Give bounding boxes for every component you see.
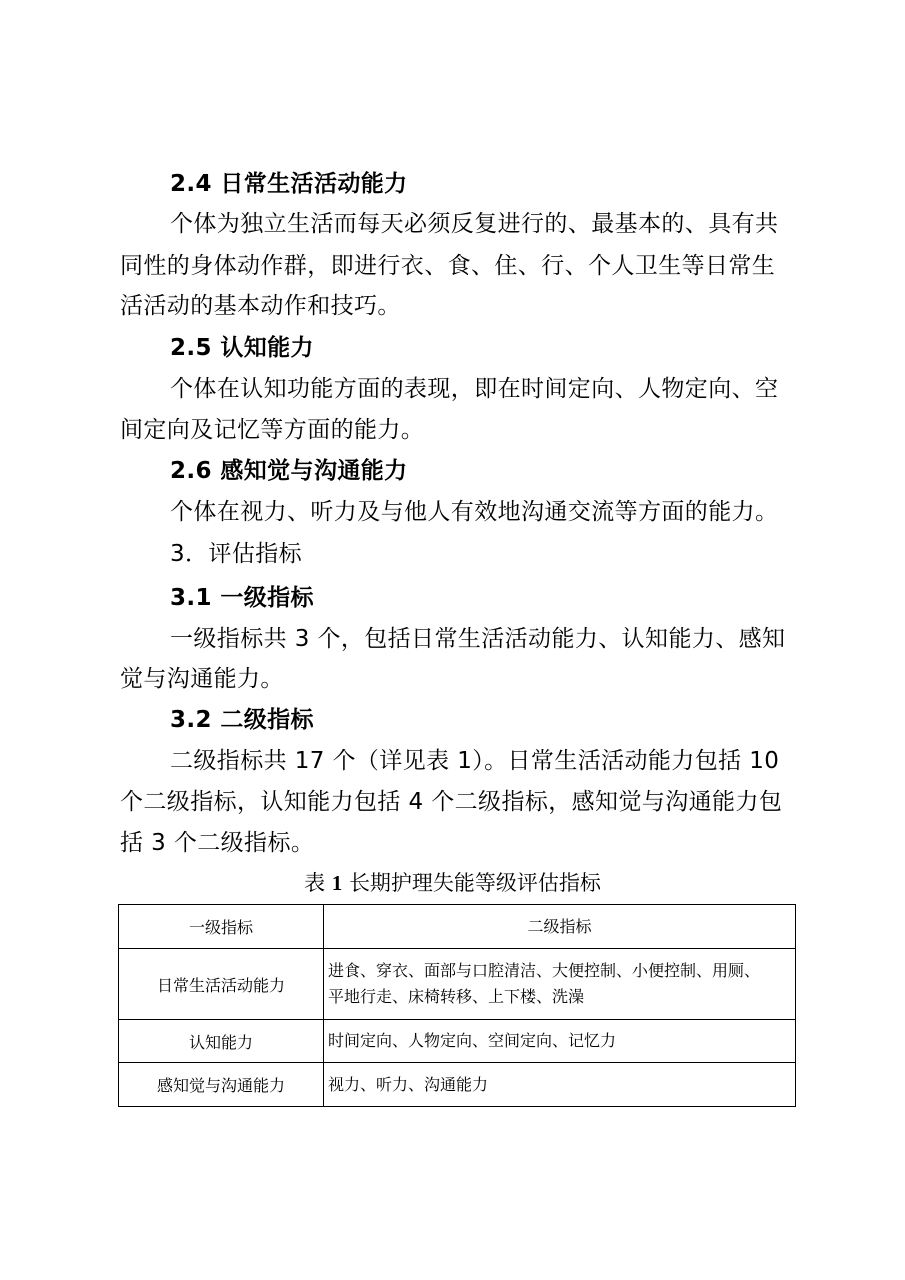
- level1-cell: 认知能力: [119, 1020, 324, 1063]
- level2-line: 平地行走、床椅转移、上下楼、洗澡: [328, 987, 585, 1006]
- table-row: [119, 949, 796, 1020]
- assessment-index-table: [118, 904, 796, 1107]
- paragraph-line: 个体在视力、听力及与他人有效地沟通交流等方面的能力。: [170, 499, 779, 525]
- level1-cell: 日常生活活动能力: [119, 949, 324, 1020]
- caption-prefix: 表: [304, 871, 326, 895]
- section-heading-3-1: 3.1 一级指标: [170, 585, 314, 611]
- paragraph-line: 觉与沟通能力。: [120, 666, 284, 692]
- paragraph-line: 一级指标共 3 个，包括日常生活活动能力、认知能力、感知: [170, 626, 786, 652]
- section-heading-2-4: 2.4 日常生活活动能力: [170, 171, 408, 197]
- paragraph-line: 同性的身体动作群，即进行衣、食、住、行、个人卫生等日常生: [120, 253, 776, 279]
- paragraph-line: 间定向及记忆等方面的能力。: [120, 417, 425, 443]
- paragraph-line: 括 3 个二级指标。: [120, 830, 315, 856]
- table-row: [119, 1020, 796, 1063]
- level2-cell: 时间定向、人物定向、空间定向、记忆力: [324, 1020, 796, 1063]
- section-heading-2-5: 2.5 认知能力: [170, 335, 314, 361]
- paragraph-line: 二级指标共 17 个（详见表 1）。日常生活活动能力包括 10: [170, 748, 780, 774]
- section-heading-2-6: 2.6 感知觉与沟通能力: [170, 458, 408, 484]
- table-row: [119, 1063, 796, 1107]
- header-level1: 一级指标: [119, 905, 324, 949]
- table-header-row: [119, 905, 796, 949]
- table-caption: [0, 869, 905, 897]
- caption-number: 1: [331, 871, 343, 895]
- paragraph-line: 个二级指标，认知能力包括 4 个二级指标，感知觉与沟通能力包: [120, 789, 783, 815]
- paragraph-line: 活活动的基本动作和技巧。: [120, 293, 401, 319]
- section-heading-3: 3．评估指标: [170, 541, 303, 567]
- level1-cell: 感知觉与沟通能力: [119, 1063, 324, 1107]
- paragraph-line: 个体为独立生活而每天必须反复进行的、最基本的、具有共: [170, 211, 779, 237]
- section-heading-3-2: 3.2 二级指标: [170, 707, 314, 733]
- level2-cell: 视力、听力、沟通能力: [324, 1063, 796, 1107]
- level2-cell: [324, 949, 796, 1020]
- caption-title: 长期护理失能等级评估指标: [348, 871, 601, 895]
- level2-line: 进食、穿衣、面部与口腔清洁、大便控制、小便控制、用厕、: [328, 961, 761, 980]
- header-level2: 二级指标: [324, 905, 796, 949]
- paragraph-line: 个体在认知功能方面的表现，即在时间定向、人物定向、空: [170, 376, 779, 402]
